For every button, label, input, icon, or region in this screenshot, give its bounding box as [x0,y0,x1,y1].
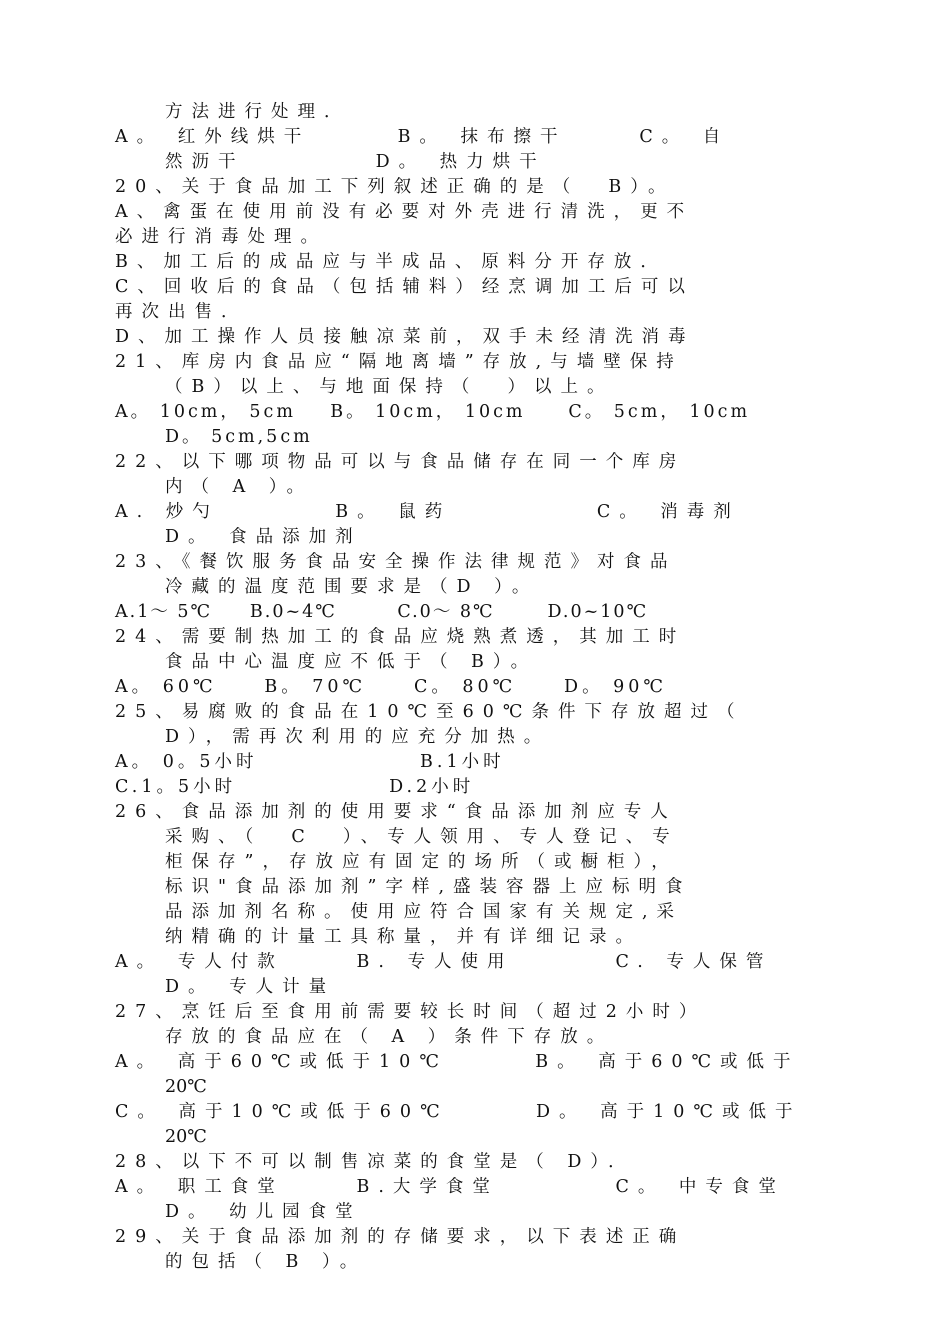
question-20-option-d: D、加工操作人员接触凉菜前，双手未经清洗消毒 [115,327,695,347]
question-20-stem: 20、关于食品加工下列叙述正确的是（ B）。 [115,177,675,197]
question-26-options: A。 专人付款 B. 专人使用 C. 专人保管 [115,952,773,972]
question-27-stem-cont: 存放的食品应在（ A ）条件下存放。 [165,1027,614,1047]
question-19-options-cont: 然沥干 D。 热力烘干 [165,152,546,172]
question-26-stem-cont-2: 柜保存”，存放应有固定的场所（或橱柜）， [165,852,678,872]
question-23-stem-cont: 冷藏的温度范围要求是（D ）。 [165,577,539,597]
question-26-stem: 26、食品添加剂的使用要求“食品添加剂应专人 [115,802,677,822]
question-25-stem-cont: D），需再次利用的应充分加热。 [165,727,551,747]
question-22-stem: 22、以下哪项物品可以与食品储存在同一个库房 [115,452,686,472]
question-25-options-cont: C.1。5小时 D.2小时 [115,777,475,797]
question-26-options-cont: D。 专人计量 [165,977,336,997]
question-26-stem-cont-1: 采购、（ C ）、专人领用、专人登记、专 [165,827,679,847]
question-19-options: A。 红外线烘干 B。 抹布擦干 C。 自 [115,127,730,147]
question-26-stem-cont-4: 品添加剂名称。使用应符合国家有关规定,采 [165,902,684,922]
question-21-options: A。 10cm， 5cm B。 10cm， 10cm C。 5cm， 10cm [115,402,751,422]
question-24-options: A。 60℃ B。 70℃ C。 80℃ D。 90℃ [115,677,667,697]
question-20-option-c-cont: 再次出售． [115,302,248,322]
question-22-options-cont: D。 食品添加剂 [165,527,362,547]
question-24-stem: 24、需要制热加工的食品应烧熟煮透，其加工时 [115,627,686,647]
question-27-options-cd: C。 高于10℃或低于60℃ D。 高于10℃或低于 [115,1102,802,1122]
question-27-stem: 27、烹饪后至食用前需要较长时间（超过2小时） [115,1002,706,1022]
question-21-stem-cont: （B）以上、与地面保持（ ）以上。 [165,377,614,397]
question-21-options-cont: D。 5cm,5cm [165,427,313,447]
question-19-stem-cont: 方法进行处理． [165,102,351,122]
question-27-options-ab: A。 高于60℃或低于10℃ B。 高于60℃或低于 [115,1052,800,1072]
question-27-options-cd-cont: 20℃ [165,1127,207,1147]
question-23-stem: 23、《餐饮服务食品安全操作法律规范》对食品 [115,552,677,572]
question-25-stem: 25、易腐败的食品在10℃至60℃条件下存放超过（ [115,702,744,722]
question-25-options: A。 0。5小时 B.1小时 [115,752,505,772]
question-22-options: A. 炒勺 B。 鼠药 C。 消毒剂 [115,502,740,522]
question-28-options-cont: D。 幼儿园食堂 [165,1202,362,1222]
question-26-stem-cont-3: 标识"食品添加剂”字样,盛装容器上应标明食 [165,877,692,897]
question-26-stem-cont-5: 纳精确的计量工具称量，并有详细记录。 [165,927,642,947]
question-23-options: A.1～ 5℃ B.0~4℃ C.0～ 8℃ D.0~10℃ [115,602,649,622]
question-20-option-c: C、回收后的食品（包括辅料）经烹调加工后可以 [115,277,694,297]
question-28-stem: 28、以下不可以制售凉菜的食堂是（ D）． [115,1152,635,1172]
question-29-stem-cont: 的包括（ B ）。 [165,1252,367,1272]
question-20-option-a-cont: 必进行消毒处理。 [115,227,327,247]
question-27-options-ab-cont: 20℃ [165,1077,207,1097]
question-24-stem-cont: 食品中心温度应不低于（ B）。 [165,652,538,672]
question-21-stem: 21、库房内食品应“隔地离墙”存放,与墙壁保持 [115,352,683,372]
question-20-option-a: A、禽蛋在使用前没有必要对外壳进行清洗，更不 [115,202,694,222]
question-28-options: A。 职工食堂 B.大学食堂 C。 中专食堂 [115,1177,785,1197]
question-20-option-b: B、加工后的成品应与半成品、原料分开存放． [115,252,667,272]
question-22-stem-cont: 内（ A ）。 [165,477,314,497]
question-29-stem: 29、关于食品添加剂的存储要求，以下表述正确 [115,1227,686,1247]
